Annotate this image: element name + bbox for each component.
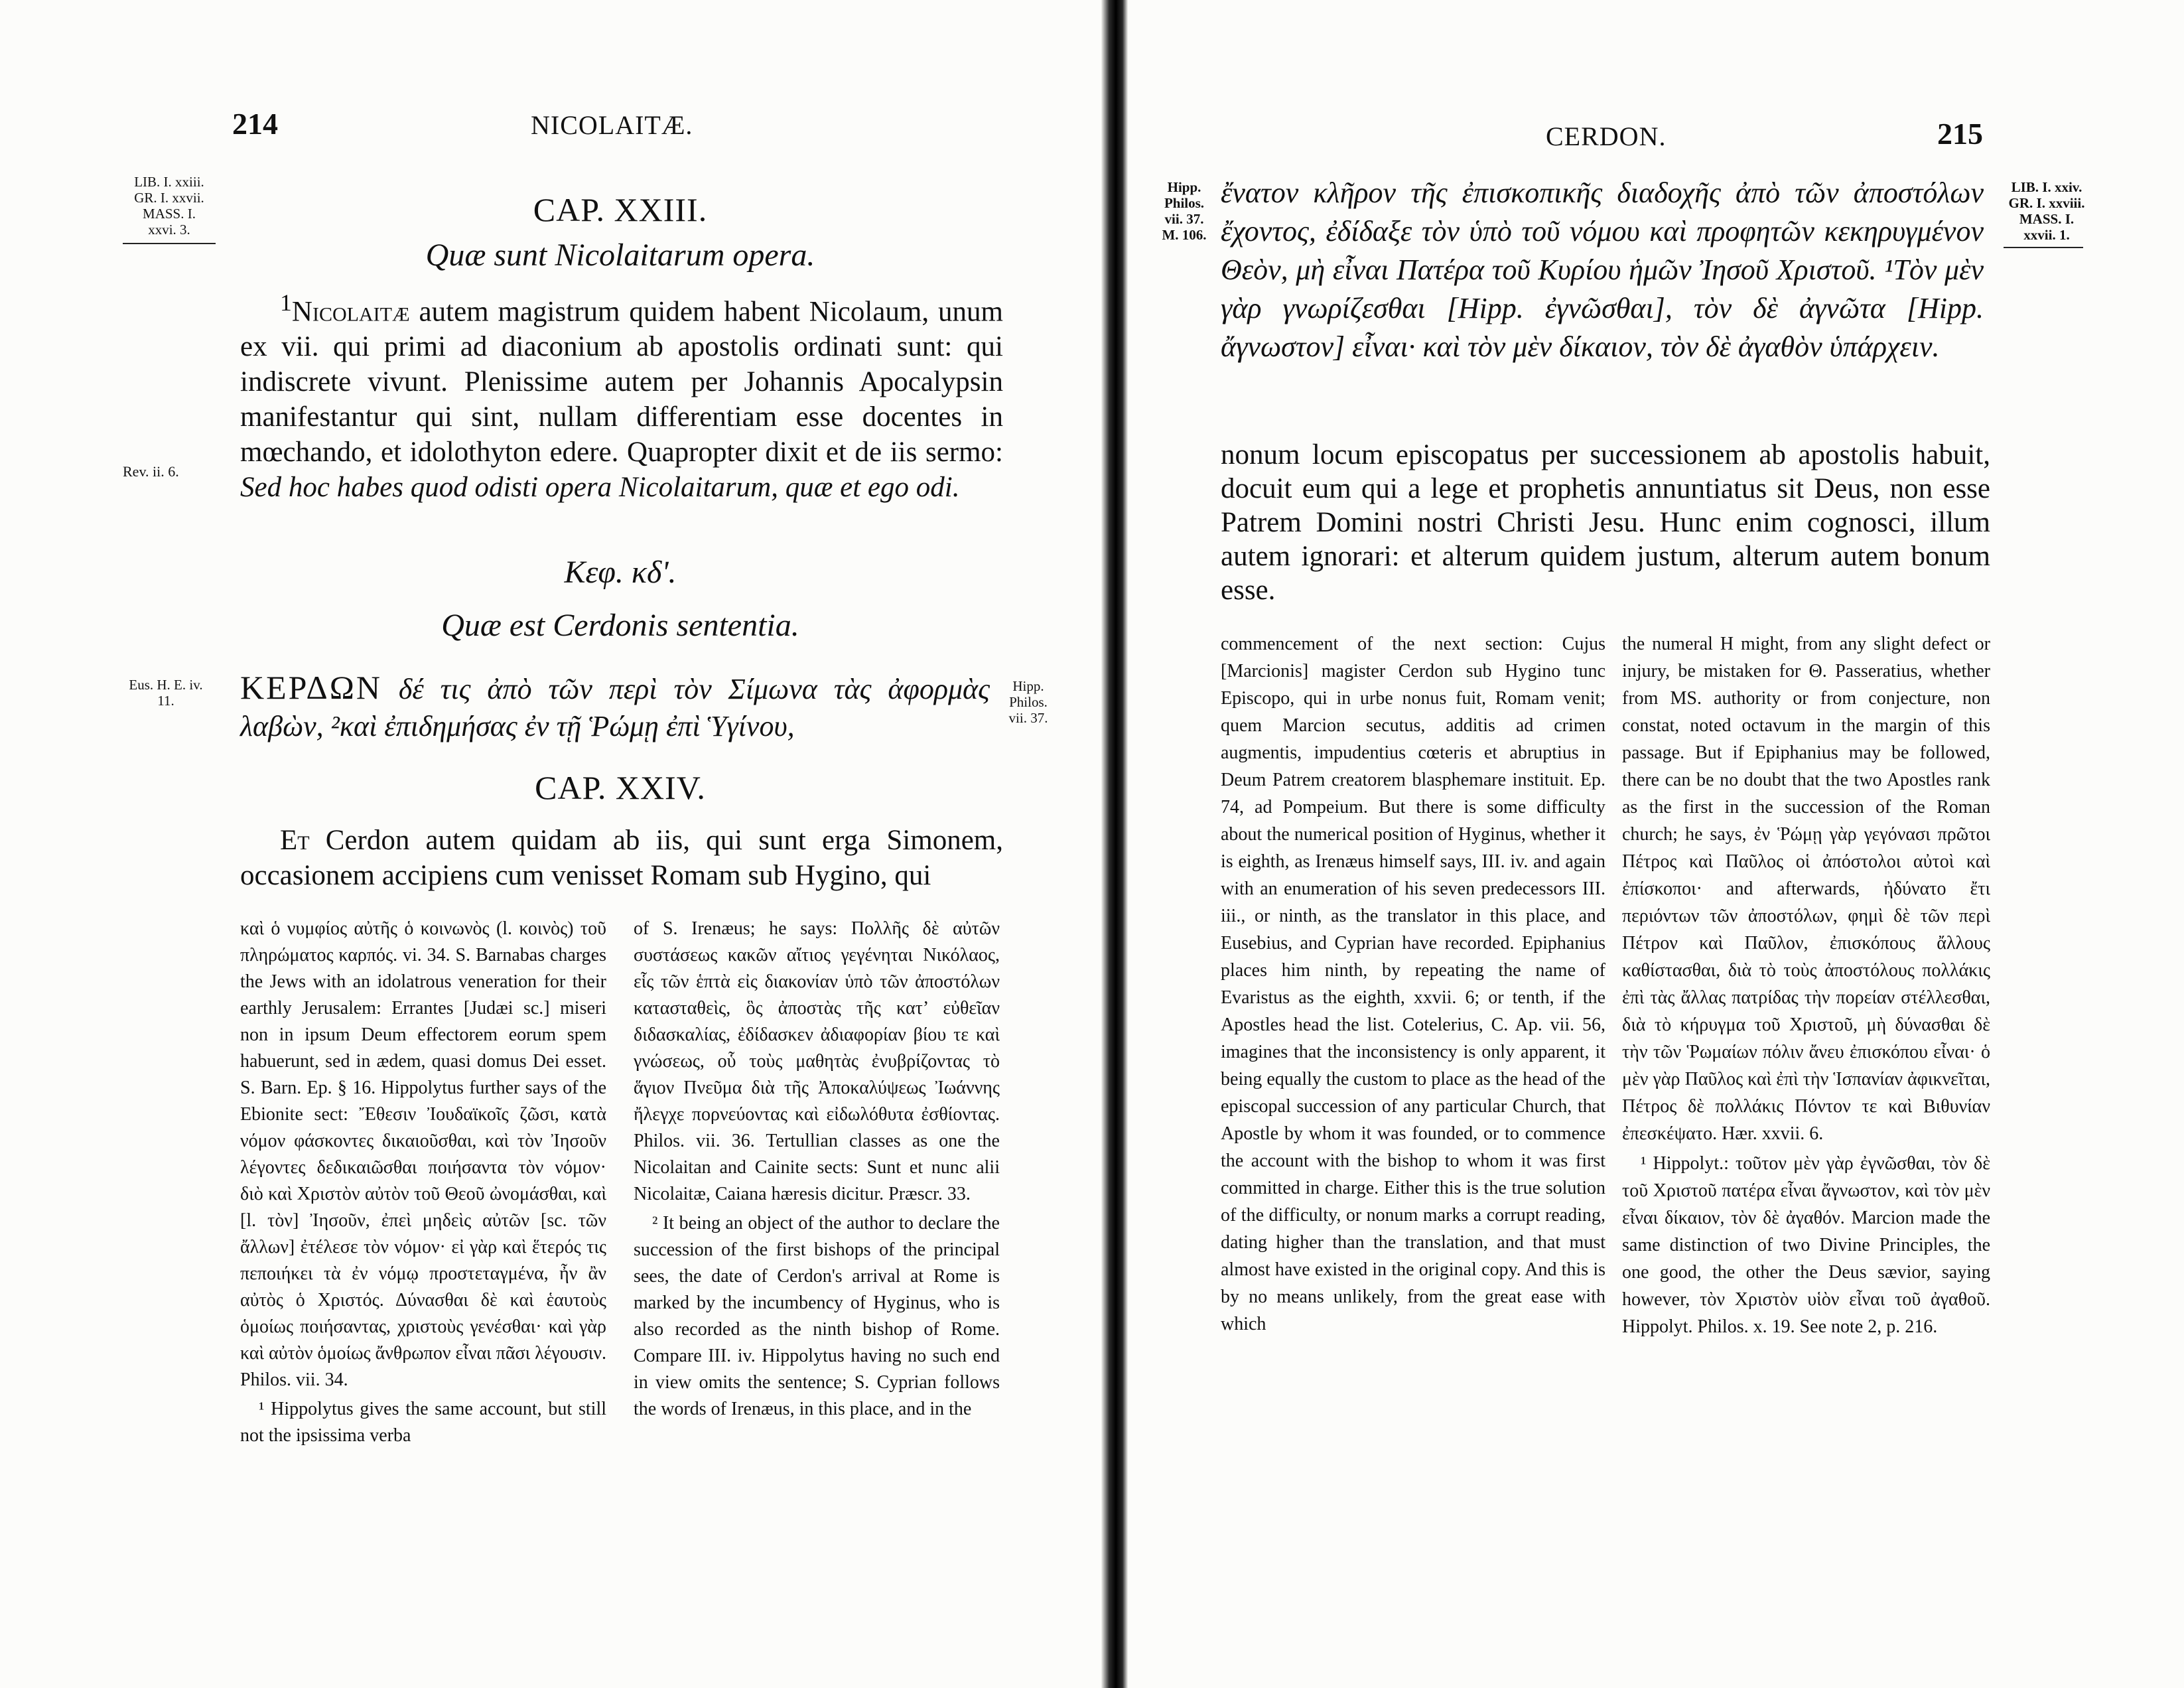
margin-ref-line: GR. I. xxvii. <box>134 190 204 206</box>
greek-chapter-heading: Κεφ. κδʹ. <box>564 555 677 590</box>
latin-text <box>1221 438 1990 607</box>
chapter-heading: CAP. XXIV. <box>535 769 706 806</box>
margin-reference <box>998 678 1058 726</box>
footnote-column <box>1622 630 1990 1343</box>
page-number: 214 <box>232 107 278 141</box>
footnote-column <box>634 916 1000 1425</box>
margin-ref-line: vii. 37. <box>1164 211 1204 227</box>
chapter-heading: CAP. XXIII. <box>533 191 708 228</box>
margin-ref-line: Philos. <box>1009 694 1048 710</box>
margin-ref-line: xxvii. 1. <box>2023 227 2070 243</box>
footnote: of S. Irenæus; he says: Πολλῆς δὲ αὐτῶν συστάσεως κακῶν αἴτιος γεγένηται Νικόλαος, εἷς τῶν ἑπτὰ εἰς διακονίαν ὑπὸ τῶν ἀποστόλων κατασταθεὶς, ὃς ἀποστὰς τῆς κατ’ εὐθεῖαν διδασκαλίας, ἐδίδασκεν ἀδιαφορίαν βίου τε καὶ γνώσεως, οὗ τοὺς μαθητὰς ἐνυβρίζοντας τὸ ἅγιον Πνεῦμα διὰ τῆς Ἀποκαλύψεως Ἰωάννης ἤλεγχε πορνεύοντας καὶ εἰδωλόθυτα ἐσθίοντας. Philos. vii. 36. Tertullian classes as one the Nicolaitan and Cainite sects: Sunt et nunc alii Nicolaitæ, Caiana hæresis dicitur. Præscr. 33. <box>634 918 1000 1204</box>
footnote: ¹ Hippolytus gives the same account, but still not the ipsissima verba <box>240 1399 606 1446</box>
margin-ref-line: xxvi. 3. <box>148 222 190 238</box>
greek-text <box>1221 174 1984 366</box>
footnote: ² It being an object of the author to declare the succession of the first bishops of the principal sees, the date of Cerdon's arrival at Rome is marked by the incumbency of Hyginus, who is also recorded as the ninth bishop of Rome. Compare III. iv. Hippolytus having no such end in view omits the sentence; S. Cyprian follows the words of Irenæus, in this place, and in the <box>634 1213 1000 1419</box>
first-word: ΚΕΡΔΩΝ <box>240 669 382 706</box>
text-run: autem magistrum quidem habent Nicolaum, unum ex vii. qui primi ad diaconium ab apostolis ordinati sunt: qui indiscrete vivunt. Plenissime autem per Johannis Apocalypsin manifestantur qui sint, nullam differentiam esse docentes in mœchando, et idolothyton edere. Quapropter dixit et de iis sermo: <box>240 296 1003 468</box>
first-word: Nicolaitæ <box>291 296 410 328</box>
margin-ref-line: Philos. <box>1164 195 1205 211</box>
margin-reference <box>1154 179 1214 243</box>
page-number: 215 <box>1937 117 1983 151</box>
latin-paragraph: nonum locum episcopatus per successionem ab apostolis habuit, docuit eum qui a lege et prophetis annuntiatus sit Deus, non esse Patrem Domini nostri Christi Jesu. Hunc enim cognosci, illum autem ignorari: et alterum quidem justum, alterum autem bonum esse. <box>1221 439 1990 606</box>
footnote-column <box>240 916 606 1452</box>
chapter-subtitle: Quæ sunt Nicolaitarum opera. <box>425 238 815 273</box>
margin-reference: Rev. ii. 6. <box>123 463 179 480</box>
running-head: NICOLAITÆ. <box>531 110 693 140</box>
footnote-column <box>1221 630 1605 1340</box>
margin-ref-line: vii. 37. <box>1008 710 1048 726</box>
right-page <box>1128 0 2184 1688</box>
margin-ref-line: 11. <box>157 693 174 709</box>
margin-ref-line: Hipp. <box>1167 179 1201 195</box>
book-gutter <box>1101 0 1128 1688</box>
first-word: Et <box>280 825 310 856</box>
margin-rule <box>2004 247 2083 248</box>
footnote: ¹ Hippolyt.: τοῦτον μὲν γὰρ ἐγνῶσθαι, τὸν δὲ τοῦ Χριστοῦ πατέρα εἶναι ἄγνωστον, καὶ τὸν μὲν εἶναι δίκαιον, τὸν δὲ ἀγαθόν. Marcion made the same distinction of two Divine Principles, the one good, the other the Deus sævior, saying however, τὸν Χριστὸν υἱὸν εἶναι τοῦ ἀγαθοῦ. Hippolyt. Philos. x. 19. See note 2, p. 216. <box>1622 1153 1990 1337</box>
greek-text <box>240 669 990 745</box>
text-run: δέ τις ἀπὸ τῶν περὶ τὸν Σίμωνα τὰς ἀφορμὰς λαβὼν, ²καὶ ἐπιδημήσας ἐν τῇ Ῥώμῃ ἐπὶ Ὑγίνου, <box>240 673 990 742</box>
text-run: Cerdon autem quidam ab iis, qui sunt erga Simonem, occasionem accipiens cum venisset Romam sub Hygino, qui <box>240 825 1003 891</box>
margin-ref-line: MASS. I. <box>2019 211 2075 227</box>
running-head: CERDON. <box>1546 121 1667 151</box>
footnote: the numeral H might, from any slight defect or injury, be mistaken for Θ. Passeratius, whether from MS. authority or from conjecture, non constat, noted octavum in the margin of this passage. But if Epiphanius may be followed, there can be no doubt that the two Apostles rank as the first in the succession of the Roman church; he says, ἐν Ῥώμῃ γὰρ γεγόνασι πρῶτοι Πέτρος καὶ Παῦλος οἱ ἀπόστολοι αὐτοὶ καὶ ἐπίσκοποι· and afterwards, ἠδύνατο ἔτι περιόντων τῶν ἀποστόλων, φημὶ δὲ τῶν περὶ Πέτρον καὶ Παῦλον, ἐπισκόπους ἄλλους καθίστασθαι, διὰ τὸ τοὺς ἀποστόλους πολλάκις ἐπὶ τὰς ἄλλας πατρίδας τὴν πορείαν στέλλεσθαι, διὰ τὸ κήρυγμα τοῦ Χριστοῦ, μὴ δύνασθαι δὲ τὴν τῶν Ῥωμαίων πόλιν ἄνευ ἐπισκόπου εἶναι· ὁ μὲν γὰρ Παῦλος καὶ ἐπὶ τὴν Ἱσπανίαν ἀφικνεῖται, Πέτρος δὲ πολλάκις Πόντον τε καὶ Βιθυνίαν ἐπεσκέψατο. Hær. xxvii. 6. <box>1622 634 1990 1144</box>
margin-reference <box>113 174 226 238</box>
footnote: commencement of the next section: Cujus [Marcionis] magister Cerdon sub Hygino tunc Episcopo, qui in urbe nonus fuit, Romam venit; quem Marcion secutus, additis ad crimen augmentis, impudentius cœteris et abruptius in Deum Patrem creatorem blasphemare instituit. Ep. 74, ad Pompeium. But there is some difficulty about the numerical position of Hyginus, whether it is eighth, as Irenæus himself says, III. iv. and again with an enumeration of his seven predecessors III. iii., or ninth, as the translator in this place, and Eusebius, and Cyprian have recorded. Epiphanius places him ninth, by repeating the name of Evaristus as the eighth, xxvii. 6; or tenth, if the Apostles head the list. Cotelerius, C. Ap. vii. 56, imagines that the inconsistency is only apparent, it being equally the custom to place as the head of the episcopal succession of any particular Church, that Apostle by whom it was founded, or to commence the account with the bishop to whom it was first committed in charge. Either this is the true solution of the difficulty, or nonum marks a corrupt reading, dating higher than the translation, and that must almost have existed in the original copy. And this is by no means unlikely, from the great ease with which <box>1221 634 1605 1334</box>
margin-ref-line: LIB. I. xxiv. <box>2011 179 2082 195</box>
margin-ref-line: Hipp. <box>1012 678 1044 694</box>
margin-ref-line: M. 106. <box>1162 227 1207 243</box>
margin-rule <box>123 243 216 244</box>
footnote: καὶ ὁ νυμφίος αὐτῆς ὁ κοινωνὸς (l. κοινὸς) τοῦ πληρώματος καρπός. vi. 34. S. Barnabas charges the Jews with an idolatrous veneration for their earthly Jerusalem: Errantes [Judæi sc.] miseri non in ipsum Deum effectorem eorum spem habuerunt, sed in ædem, quasi domus Dei esset. S. Barn. Ep. § 16. Hippolytus further says of the Ebionite sect: Ἔθεσιν Ἰουδαϊκοῖς ζῶσι, κατὰ νόμον φάσκοντες δικαιοῦσθαι, καὶ τὸν Ἰησοῦν λέγοντες δεδικαιῶσθαι ποιήσαντα τὸν νόμον· διὸ καὶ Χριστὸν αὐτὸν τοῦ Θεοῦ ὠνομάσθαι, καὶ [l. τὸν] Ἰησοῦν, ἐπεὶ μηδεὶς αὐτῶν [sc. τῶν ἄλλων] ἐτέλεσε τὸν νόμον· εἰ γὰρ καὶ ἕτερός τις πεποιήκει τὰ ἐν νόμῳ προστεταγμένα, ἦν ἂν αὐτὸς ὁ Χριστός. Δύνασθαι δὲ καὶ ἑαυτοὺς ὁμοίως ποιήσαντας, χριστοὺς γενέσθαι· καὶ γὰρ καὶ αὐτὸν ὁμοίως ἄνθρωπον εἶναι πᾶσι λέγουσιν. Philos. vii. 34. <box>240 918 606 1390</box>
greek-paragraph: ἔνατον κλῆρον τῆς ἐπισκοπικῆς διαδοχῆς ἀπὸ τῶν ἀποστόλων ἔχοντος, ἐδίδαξε τὸν ὑπὸ τοῦ νόμου καὶ προφητῶν κεκηρυγμένον Θεὸν, μὴ εἶναι Πατέρα τοῦ Κυρίου ἡμῶν Ἰησοῦ Χριστοῦ. ¹Τὸν μὲν γὰρ γνωρίζεσθαι [Hipp. ἐγνῶσθαι], τὸν δὲ ἀγνῶτα [Hipp. ἄγνωστον] εἶναι· καὶ τὸν μὲν δίκαιον, τὸν δὲ ἀγαθὸν ὑπάρχειν. <box>1221 176 1984 363</box>
margin-reference <box>126 677 206 709</box>
margin-ref-line: LIB. I. xxiii. <box>134 174 204 190</box>
chapter-text <box>240 823 1003 893</box>
footnote-marker: 1 <box>280 289 292 316</box>
chapter-text <box>240 285 1003 505</box>
margin-reference <box>1990 179 2103 243</box>
scripture-quote: Sed hoc habes quod odisti opera Nicolaitarum, quæ et ego odi. <box>240 472 960 504</box>
margin-ref-line: MASS. I. <box>143 206 196 222</box>
greek-chapter-subtitle: Quæ est Cerdonis sententia. <box>441 608 799 643</box>
margin-ref-line: Eus. H. E. iv. <box>129 677 203 693</box>
margin-ref-line: GR. I. xxviii. <box>2008 195 2085 211</box>
